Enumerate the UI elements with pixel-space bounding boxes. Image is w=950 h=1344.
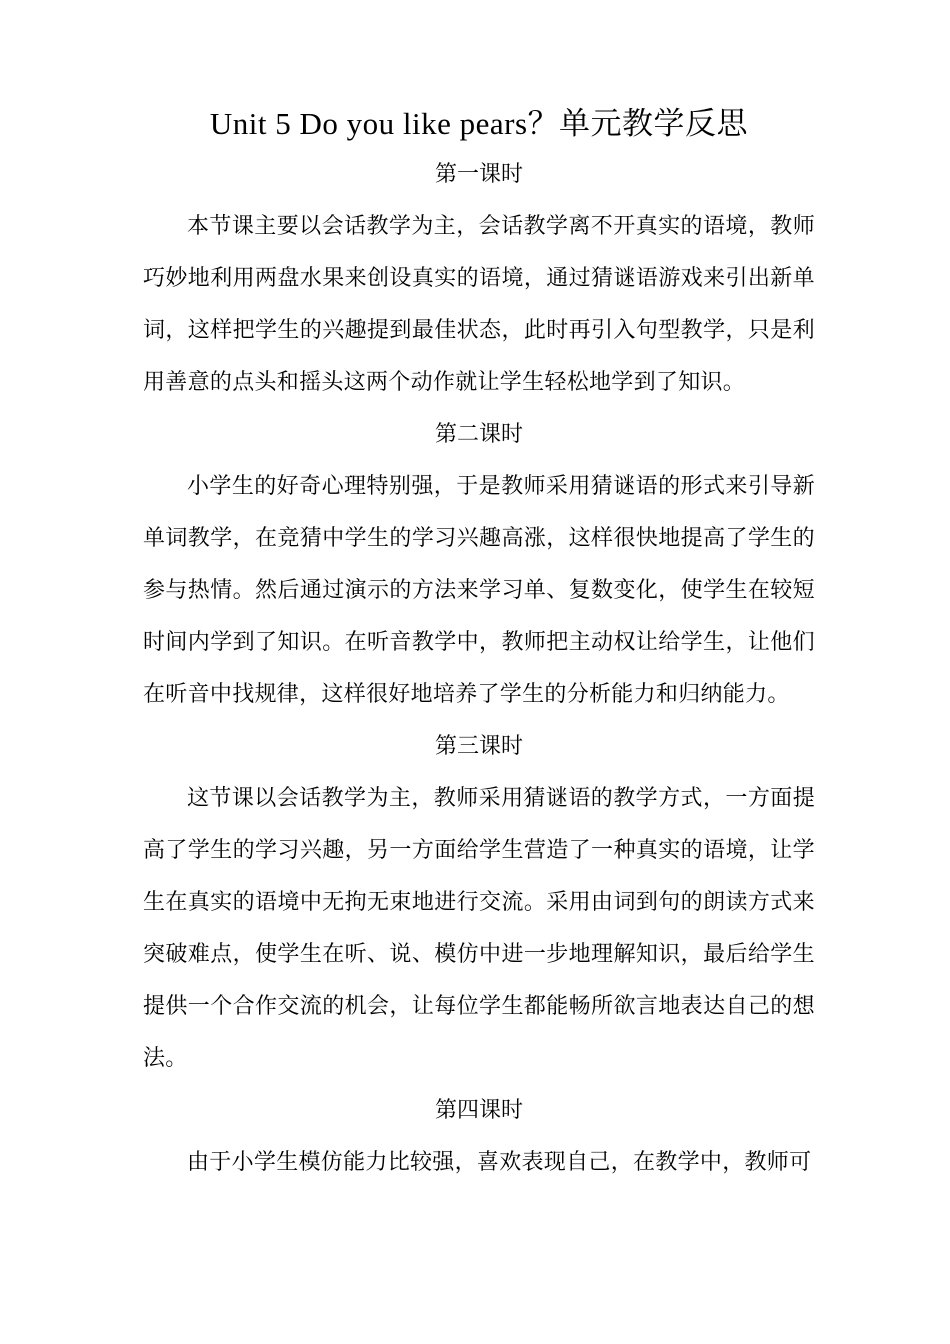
section-paragraph-lesson-1: 本节课主要以会话教学为主，会话教学离不开真实的语境，教师巧妙地利用两盘水果来创设真实的语境，通过猜谜语游戏来引出新单词，这样把学生的兴趣提到最佳状态，此时再引入句型教学，只是利用善意的点头和摇头这两个动作就让学生轻松地学到了知识。 bbox=[143, 213, 815, 394]
section-paragraph-lesson-3: 这节课以会话教学为主，教师采用猜谜语的教学方式，一方面提高了学生的学习兴趣，另一方面给学生营造了一种真实的语境，让学生在真实的语境中无拘无束地进行交流。采用由词到句的朗读方式来突破难点，使学生在听、说、模仿中进一步地理解知识，最后给学生提供一个合作交流的机会，让每位学生都能畅所欲言地表达自己的想法。 bbox=[143, 785, 815, 1070]
section-paragraph-lesson-2: 小学生的好奇心理特别强，于是教师采用猜谜语的形式来引导新单词教学，在竞猜中学生的学习兴趣高涨，这样很快地提高了学生的参与热情。然后通过演示的方法来学习单、复数变化，使学生在较短时间内学到了知识。在听音教学中，教师把主动权让给学生，让他们在听音中找规律，这样很好地培养了学生的分析能力和归纳能力。 bbox=[143, 473, 815, 706]
document-title: Unit 5 Do you like pears？单元教学反思 bbox=[209, 106, 749, 141]
section-heading-lesson-4: 第四课时 bbox=[434, 1097, 523, 1122]
section-heading-lesson-3: 第三课时 bbox=[434, 733, 523, 758]
section-heading-lesson-1: 第一课时 bbox=[434, 161, 523, 186]
section-heading-lesson-2: 第二课时 bbox=[434, 421, 523, 446]
section-paragraph-lesson-4: 由于小学生模仿能力比较强，喜欢表现自己，在教学中，教师可 bbox=[187, 1149, 812, 1174]
